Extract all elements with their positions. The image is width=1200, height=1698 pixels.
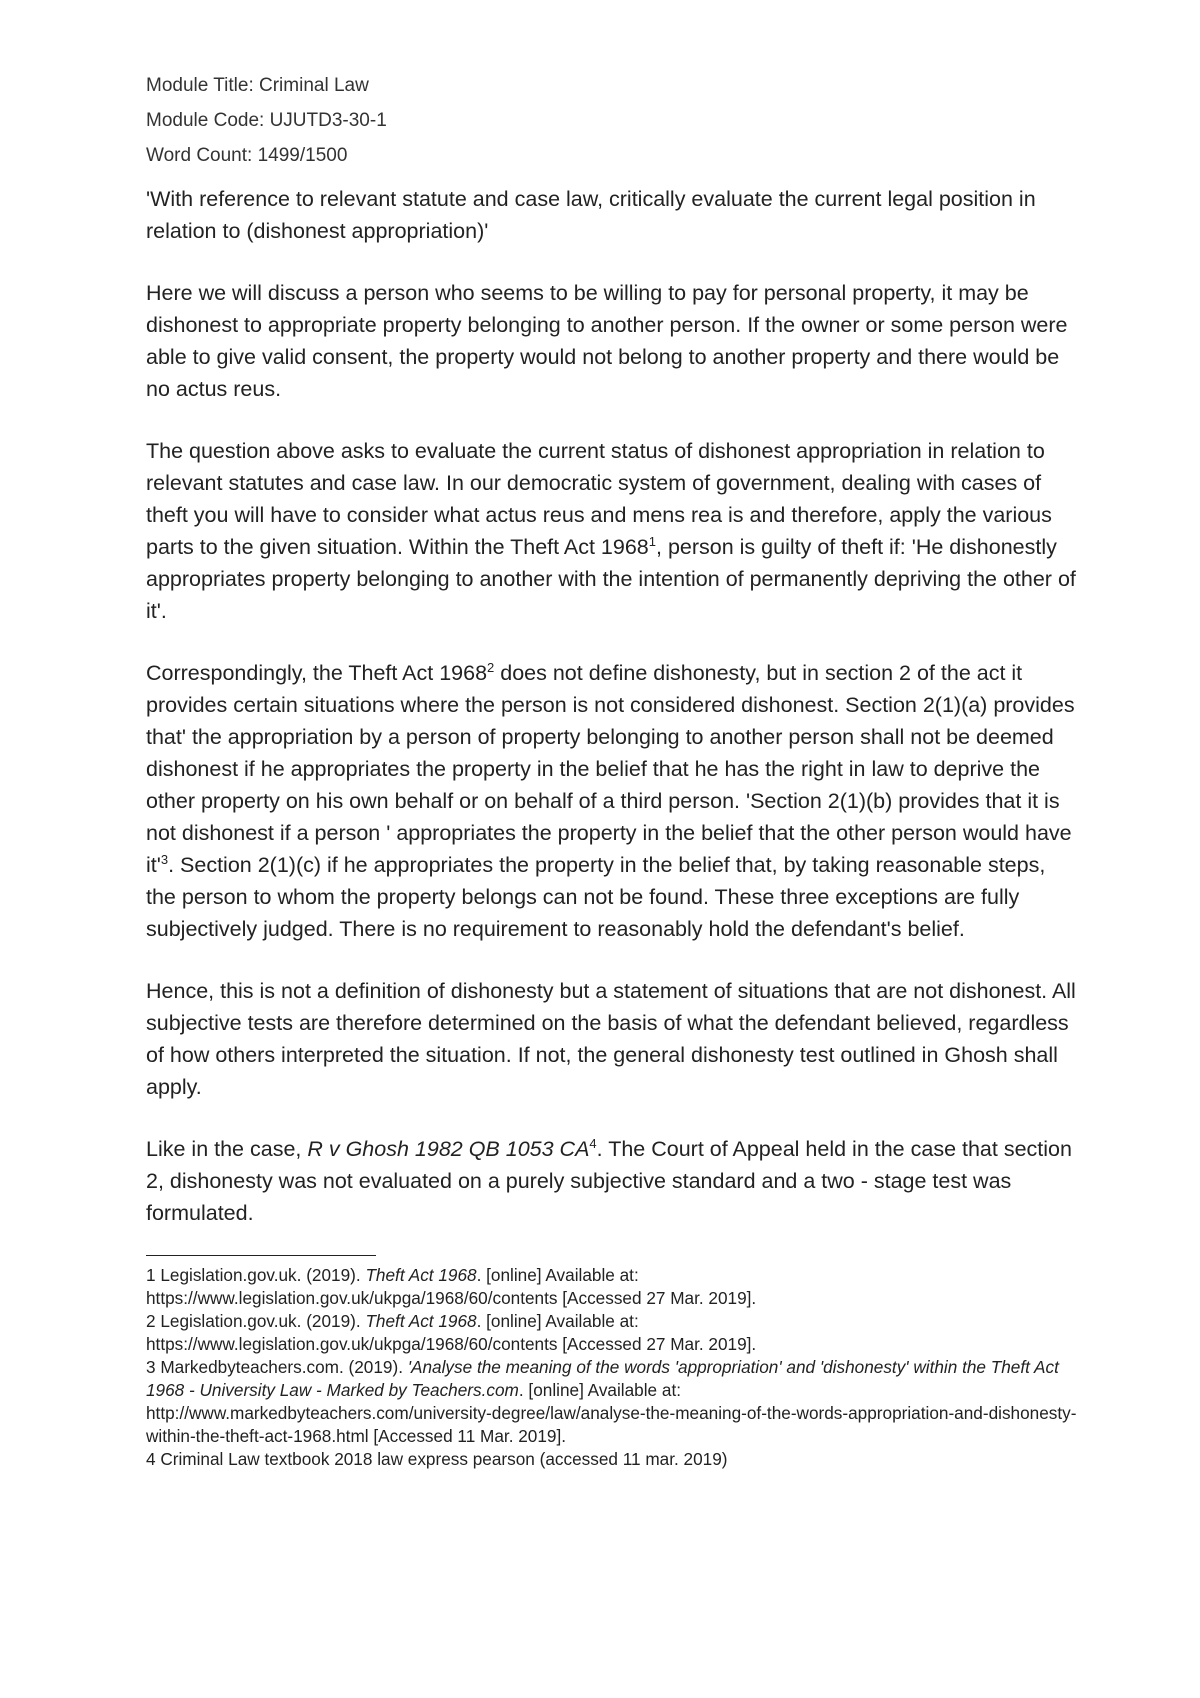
paragraph-ghosh (146, 1133, 1080, 1229)
footnote-ref: 4 (589, 1136, 597, 1151)
paragraph-intro: Here we will discuss a person who seems to be willing to pay for personal property, it may be dishonest to appropriate property belonging to another person. If the owner or some person were able to give valid consent, the property would not belong to another property and there would be no actus reus. (146, 281, 1068, 401)
footnote-ref: 3 (160, 852, 169, 867)
footnote-text: 3 Markedbyteachers.com. (2019). (146, 1357, 408, 1377)
footnote-text: 2 Legislation.gov.uk. (2019). (146, 1311, 366, 1331)
footnote-text: 1 Legislation.gov.uk. (2019). (146, 1265, 366, 1285)
paragraph-section-2 (146, 657, 1080, 945)
footnote-text: . [online] Available at: (476, 1311, 639, 1331)
case-citation: R v Ghosh 1982 QB 1053 CA (307, 1137, 590, 1161)
footnote-4: 4 Criminal Law textbook 2018 law express pearson (accessed 11 mar. 2019) (146, 1449, 728, 1469)
footnotes (146, 1264, 1080, 1471)
paragraph-text: The question above asks to evaluate the current status of dishonest appropriation in relation to relevant statutes and case law. In our democratic system of government, dealing with cases of theft you will have to consider what actus reus and mens rea is and therefore, apply the various parts to the given situation. Within the Theft Act 1968 (146, 439, 1052, 559)
footnote-url: https://www.legislation.gov.uk/ukpga/1968/60/contents [Accessed 27 Mar. 2019]. (146, 1334, 757, 1354)
footnote-3 (146, 1356, 1080, 1448)
word-count: Word Count: 1499/1500 (146, 145, 348, 166)
footnote-ref: 1 (648, 534, 656, 549)
paragraph-theft-act (146, 435, 1080, 627)
footnote-title: Theft Act 1968 (365, 1265, 477, 1285)
module-code: Module Code: UJUTD3-30-1 (146, 110, 387, 131)
footnote-text: . [online] Available at: (518, 1380, 681, 1400)
paragraph-text: . The Court of Appeal held in the case that section 2, dishonesty was not evaluated on a purely subjective standard and a two - stage test was formulated. (146, 1137, 1072, 1225)
paragraph-text: does not define dishonesty, but in section 2 of the act it provides certain situations where the person is not considered dishonest. Section 2(1)(a) provides that' the appropriation by a person of property belonging to another person shall not be deemed dishonest if he appropriates the property in the belief that he has the right in law to deprive the other property on his own behalf or on behalf of a third person. 'Section 2(1)(b) provides that it is not dishonest if a person ' appropriates the property in the belief that the other person would have it' (146, 661, 1075, 877)
footnote-url: https://www.legislation.gov.uk/ukpga/1968/60/contents [Accessed 27 Mar. 2019]. (146, 1288, 757, 1308)
paragraph-text: . Section 2(1)(c) if he appropriates the property in the belief that, by taking reasonable steps, the person to whom the property belongs can not be found. These three exceptions are fully subjectively judged. There is no requirement to reasonably hold the defendant's belief. (146, 853, 1046, 941)
paragraph-text: Correspondingly, the Theft Act 1968 (146, 661, 488, 685)
footnote-1 (146, 1264, 1080, 1310)
paragraph-text: Like in the case, (146, 1137, 308, 1161)
essay-question: 'With reference to relevant statute and case law, critically evaluate the current legal position in relation to (dishonest appropriation)' (146, 187, 1036, 243)
footnote-text: . [online] Available at: (476, 1265, 639, 1285)
footnote-title: 'Analyse the meaning of the words 'appropriation' and 'dishonesty' within the Theft Act 1968 - University Law - Marked by Teachers.com (146, 1357, 1059, 1400)
footnote-ref: 2 (487, 660, 495, 675)
module-title: Module Title: Criminal Law (146, 75, 369, 96)
document-header (146, 68, 1080, 173)
footnote-title: Theft Act 1968 (365, 1311, 477, 1331)
paragraph-not-definition: Hence, this is not a definition of dishonesty but a statement of situations that are not dishonest. All subjective tests are therefore determined on the basis of what the defendant believed, regardless of how others interpreted the situation. If not, the general dishonesty test outlined in Ghosh shall apply. (146, 979, 1076, 1099)
footnote-2 (146, 1310, 1080, 1356)
paragraph-text: , person is guilty of theft if: 'He dishonestly appropriates property belonging to another with the intention of permanently depriving the other of it'. (146, 535, 1076, 623)
footnote-separator (146, 1255, 376, 1256)
footnote-url: http://www.markedbyteachers.com/university-degree/law/analyse-the-meaning-of-the-words-appropriation-and-dishonesty-within-the-theft-act-1968.html [Accessed 11 Mar. 2019]. (146, 1403, 1077, 1446)
